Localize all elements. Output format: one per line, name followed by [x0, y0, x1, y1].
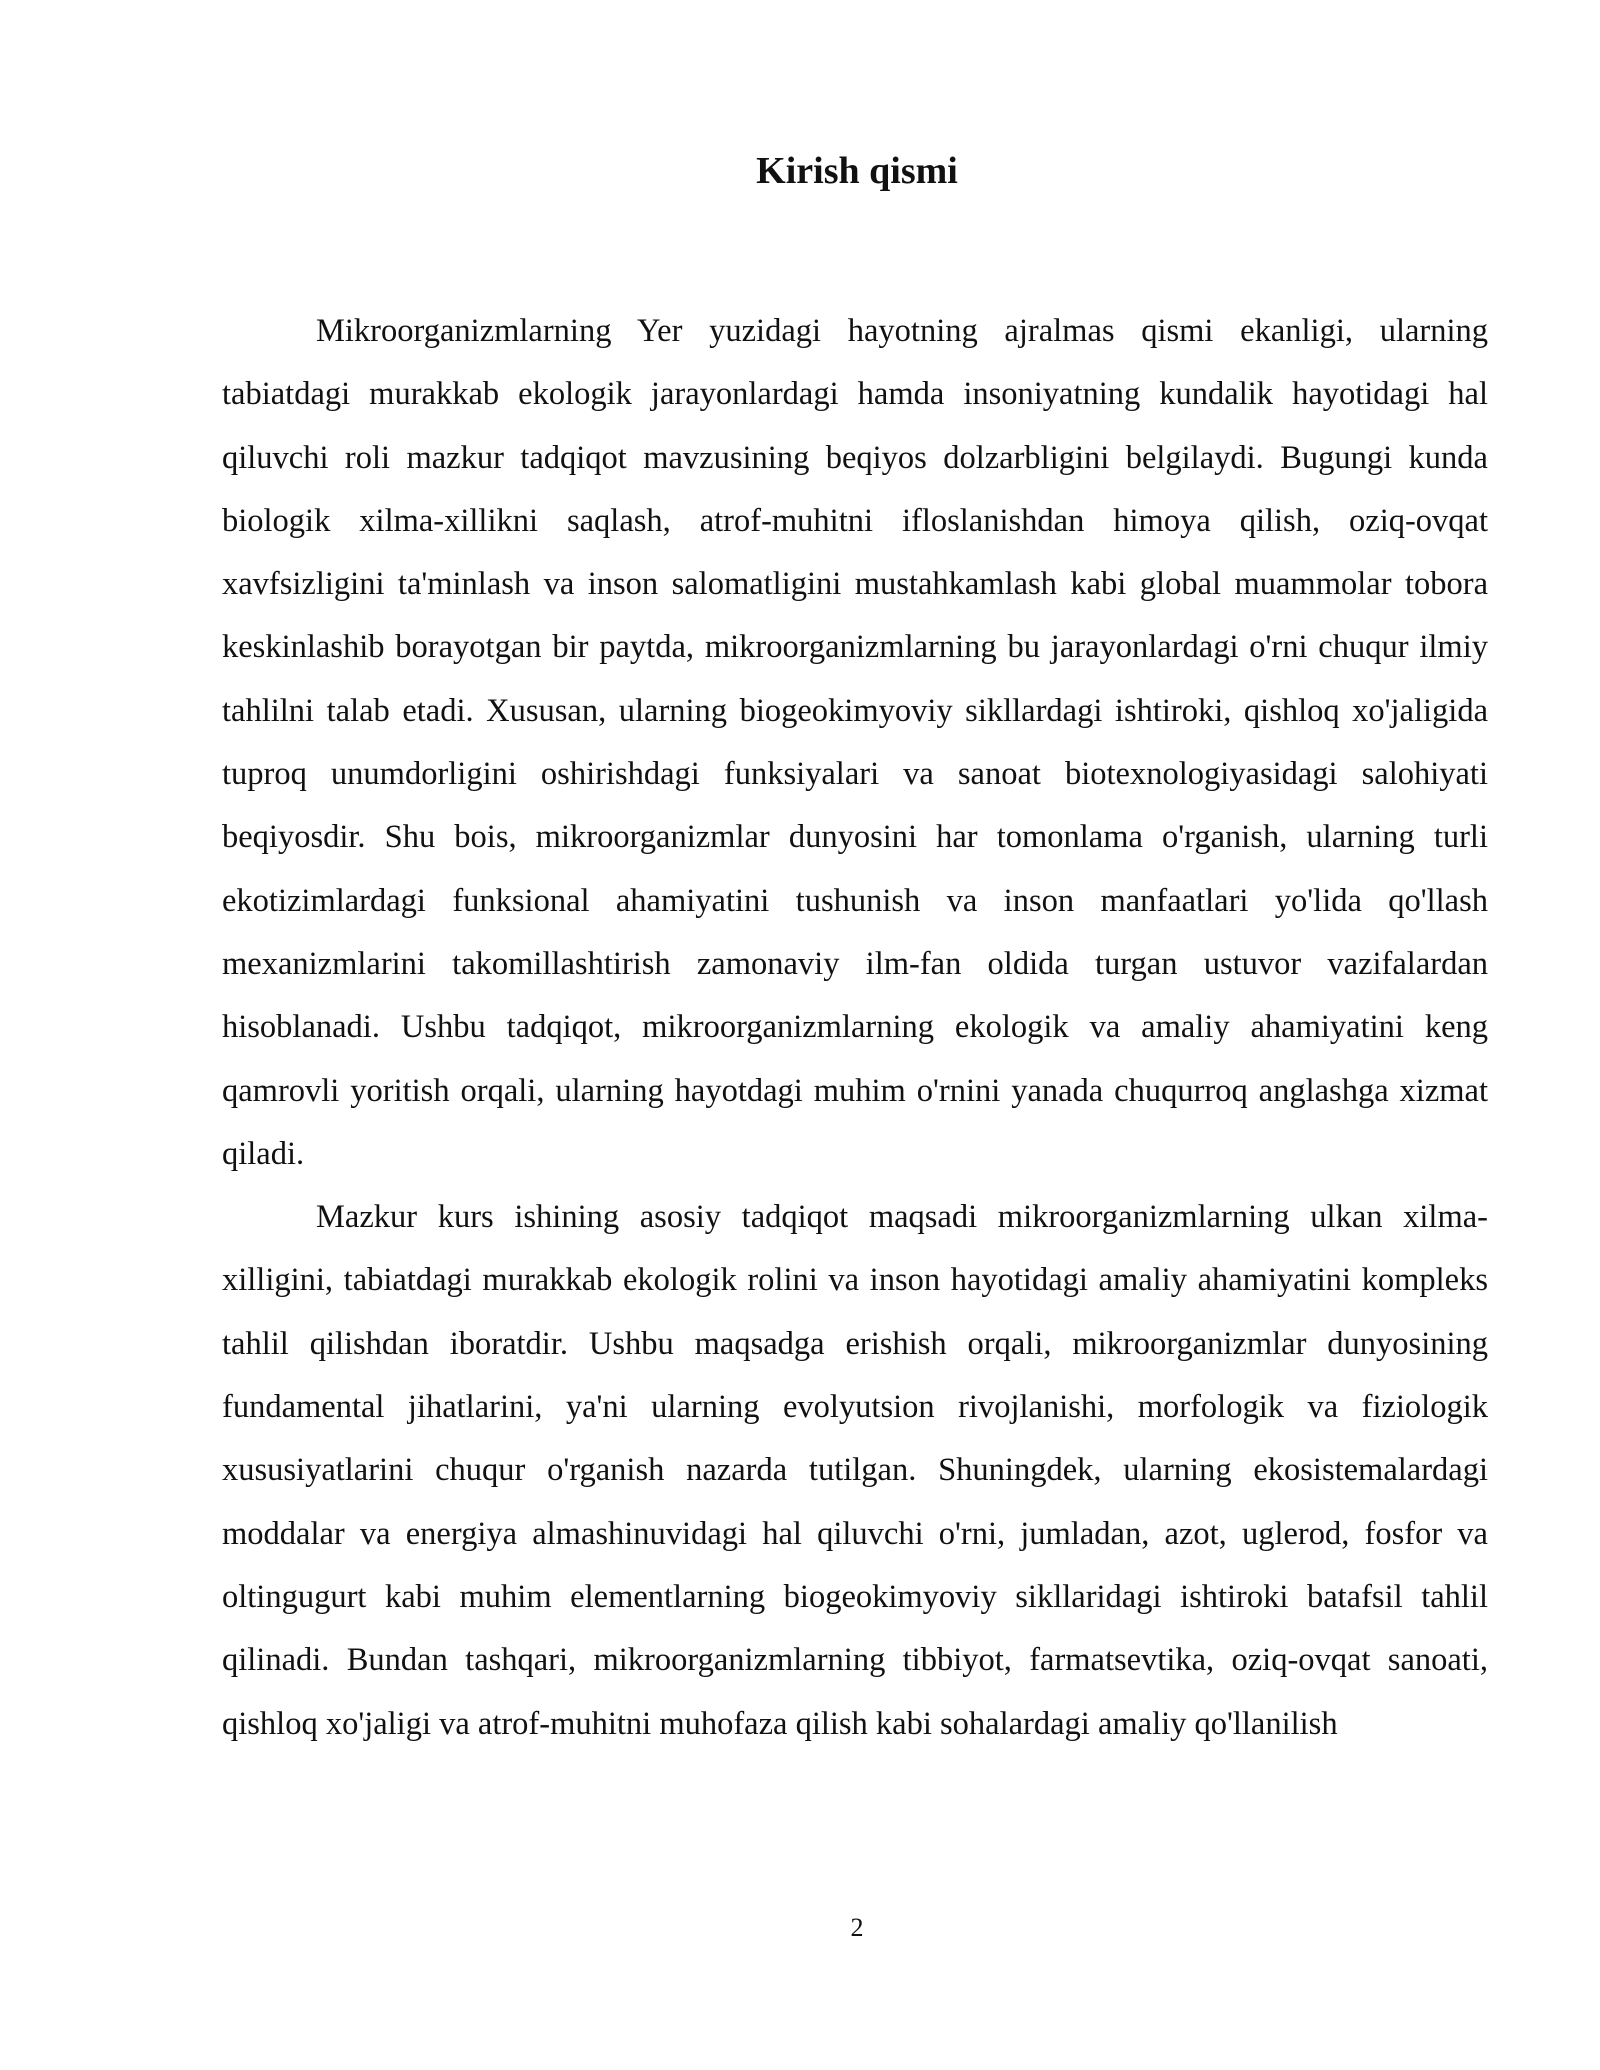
paragraph-1: Mikroorganizmlarning Yer yuzidagi hayotning ajralmas qismi ekanligi, ularning tabiatdagi murakkab ekologik jarayonlardagi hamda insoniyatning kundalik hayotidagi hal qiluvchi roli mazkur tadqiqot mavzusining beqiyos dolzarbligini belgilaydi. Bugungi kunda biologik xilma-xillikni saqlash, atrof-muhitni ifloslanishdan himoya qilish, oziq-ovqat xavfsizligini ta'minlash va inson salomatligini mustahkamlash kabi global muammolar tobora keskinlashib borayotgan bir paytda, mikroorganizmlarning bu jarayonlardagi o'rni chuqur ilmiy tahlilni talab etadi. Xususan, ularning biogeokimyoviy sikllardagi ishtiroki, qishloq xo'jaligida tuproq unumdorligini oshirishdagi funksiyalari va sanoat biotexnologiyasidagi salohiyati beqiyosdir. Shu bois, mikroorganizmlar dunyosini har tomonlama o'rganish, ularning turli ekotizimlardagi funksional ahamiyatini tushunish va inson manfaatlari yo'lida qo'llash mexanizmlarini takomillashtirish zamonaviy ilm-fan oldida turgan ustuvor vazifalardan hisoblanadi. Ushbu tadqiqot, mikroorganizmlarning ekologik va amaliy ahamiyatini keng qamrovli yoritish orqali, ularning hayotdagi muhim o'rnini yanada chuqurroq anglashga xizmat qiladi. — [222, 313, 1488, 1172]
paragraph-2: Mazkur kurs ishining asosiy tadqiqot maqsadi mikroorganizmlarning ulkan xilma-xilligini, tabiatdagi murakkab ekologik rolini va inson hayotidagi amaliy ahamiyatini kompleks tahlil qilishdan iboratdir. Ushbu maqsadga erishish orqali, mikroorganizmlar dunyosining fundamental jihatlarini, ya'ni ularning evolyutsion rivojlanishi, morfologik va fiziologik xususiyatlarini chuqur o'rganish nazarda tutilgan. Shuningdek, ularning ekosistemalardagi moddalar va energiya almashinuvidagi hal qiluvchi o'rni, jumladan, azot, uglerod, fosfor va oltingugurt kabi muhim elementlarning biogeokimyoviy sikllaridagi ishtiroki batafsil tahlil qilinadi. Bundan tashqari, mikroorganizmlarning tibbiyot, farmatsevtika, oziq-ovqat sanoati, qishloq xo'jaligi va atrof-muhitni muhofaza qilish kabi sohalardagi amaliy qo'llanilish — [222, 1199, 1488, 1742]
body-text — [222, 300, 1488, 1756]
page-title: Kirish qismi — [756, 150, 958, 192]
page-number: 2 — [850, 1913, 864, 1942]
